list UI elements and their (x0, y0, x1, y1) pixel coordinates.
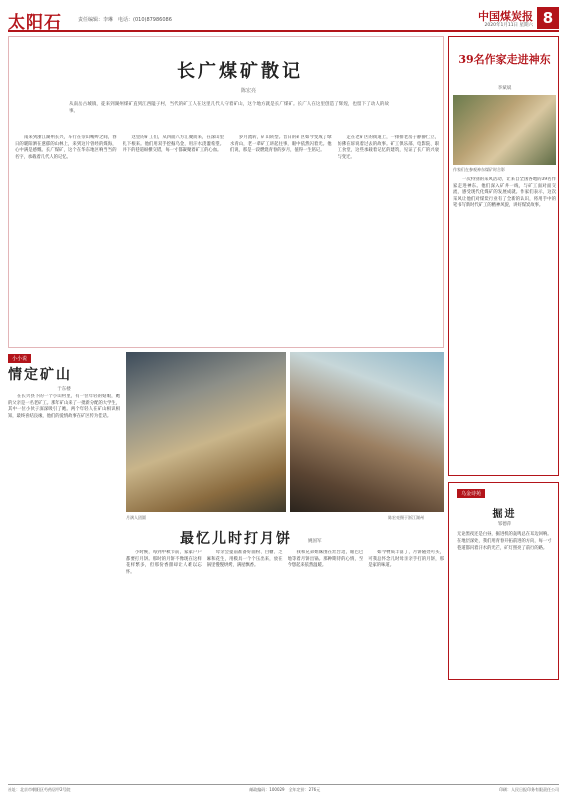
photo-caption: 陈宏亮摄于浙江湖州 (388, 515, 424, 520)
feature-col: 岁月流转，矿山转型。昔日的矿区如今变成了绿水青山，老一辈矿工讲起往事，眼中依然闪着光。他们说，那是一段燃烧青春的岁月，值得一生铭记。 (230, 135, 332, 153)
bottom-columns (126, 550, 444, 678)
photo-caption: 作家们在参观神东煤矿时合影 (453, 167, 505, 172)
section-name: 太阳石 (8, 13, 62, 33)
right-author: 李斌斌 (497, 86, 512, 91)
bottom-col: 如今物质丰富了，月饼随处可买，可我总怀念儿时母亲亲手打的月饼，那是家的味道。 (368, 550, 444, 568)
masthead (8, 6, 559, 32)
bottom-col: 母亲会提前准备好面粉、白糖、芝麻和花生，用模具一个个压出来，放在锅里慢慢烘烤，满屋飘香。 (206, 550, 283, 568)
feature-col: 南来到浙江湖州长兴，车行在崇山峻岭之间，春日的暖阳洒在葱郁的山林上，来到这片曾经的煤海，心中满是感慨。长广煤矿，这个在华东地区响当当的名字，承载着几代人的记忆。 (15, 135, 117, 160)
feature-col: 这里的矿工们，从四面八方汇聚而来，在深山里扎下根来。他们用双手挖掘乌金，用汗水浇灌希望。井下的巷道纵横交错，每一寸都凝聚着矿工的心血。 (122, 135, 224, 153)
paper-date: 2020年1月11日 星期六 (484, 23, 533, 28)
feature-col: 走在老矿区的街道上，一排排老房子静静伫立，仿佛在诉说着过去的故事。矿工俱乐部、电影院、职工食堂，这些承载着记忆的建筑，见证了长广的兴衰与变迁。 (337, 135, 439, 160)
bottom-title: 最忆儿时打月饼 (180, 531, 292, 547)
group-photo (453, 95, 556, 165)
footer (8, 784, 559, 793)
right-article (448, 36, 559, 476)
poem-title: 掘进 (492, 509, 517, 520)
bottom-author: 姚国军 (308, 539, 322, 544)
photo-caption: 月满人团圆 (126, 515, 146, 520)
feature-author: 陈宏亮 (241, 88, 257, 94)
bottom-col: 我和兄弟姐妹围在灶台边，眼巴巴地等着月饼出锅。那种期待的心情，至今想起来依然温暖。 (287, 550, 364, 568)
paper-name: 中国煤炭报 (478, 10, 533, 23)
page-number: 8 (537, 7, 559, 29)
left-text: 在长兴县下的一个小山村里，有一位年轻的姑娘，她的父亲是一名老矿工。那年矿山来了一批新分配的大学生，其中一位小伙子深深吸引了她。两个年轻人在矿山相识相知，最终喜结良缘，他们的爱情故事在矿区传为佳话。 (8, 394, 120, 419)
feature-columns (15, 135, 439, 343)
newspaper-page (8, 6, 559, 794)
left-tag: 小小说 (8, 354, 31, 363)
footer-price: 邮政编码：100029 全年定价：276元 (249, 787, 321, 792)
poem-body: 无论黑夜还是白昼，掘进机的轰鸣总在耳边回响。在地层深处，我们用青春开拓前进的方向，每一寸巷道都闪着汗水的光芒，矿灯照亮了前行的路。 (457, 532, 552, 551)
footer-address: 社址：北京市朝阳区芍药居甲2号院 (8, 787, 71, 792)
editor-info: 责任编辑：李琳 电话：(010)87986086 (78, 17, 172, 23)
bottom-article (126, 522, 444, 680)
poem-box (448, 482, 559, 680)
left-title: 情定矿山 (8, 367, 72, 383)
left-author: 于东楼 (57, 387, 71, 392)
poem-tag: 乌金诗苑 (457, 489, 485, 498)
bottom-col: 小时候，每到中秋节前，家家户户都要打月饼。那时的月饼不像现在这样花样繁多，但那份香甜却让人难以忘怀。 (126, 550, 202, 575)
feature-title: 长广煤矿散记 (177, 61, 303, 82)
photo-mine-town (290, 352, 444, 512)
photo-moon-family (126, 352, 286, 512)
feature-lead: 从南岳古城镇，徒来到湖州煤矿直到江西隘子村，当代的矿工人在这里几代人守着矿山，这个地方就是长广煤矿。长广人在这里创造了辉煌，也留下了动人的故事。 (69, 102, 389, 114)
footer-printer: 印刷：人民日报印务有限责任公司 (498, 787, 559, 792)
poem-author: 邹德萍 (497, 522, 512, 527)
right-text: 一次特别的采风活动，让来自全国各地的39名作家走进神东。他们深入矿井一线，与矿工面对面交流，感受现代化煤矿的发展成就。作家们表示，这次采风让他们对煤炭行业有了全新的认识，将用手中的笔书写新时代矿工的精神风貌，讲好煤炭故事。 (453, 177, 556, 208)
feature-article (8, 36, 444, 348)
left-article (8, 354, 120, 680)
right-title: 39名作家走进神东 (458, 53, 551, 66)
